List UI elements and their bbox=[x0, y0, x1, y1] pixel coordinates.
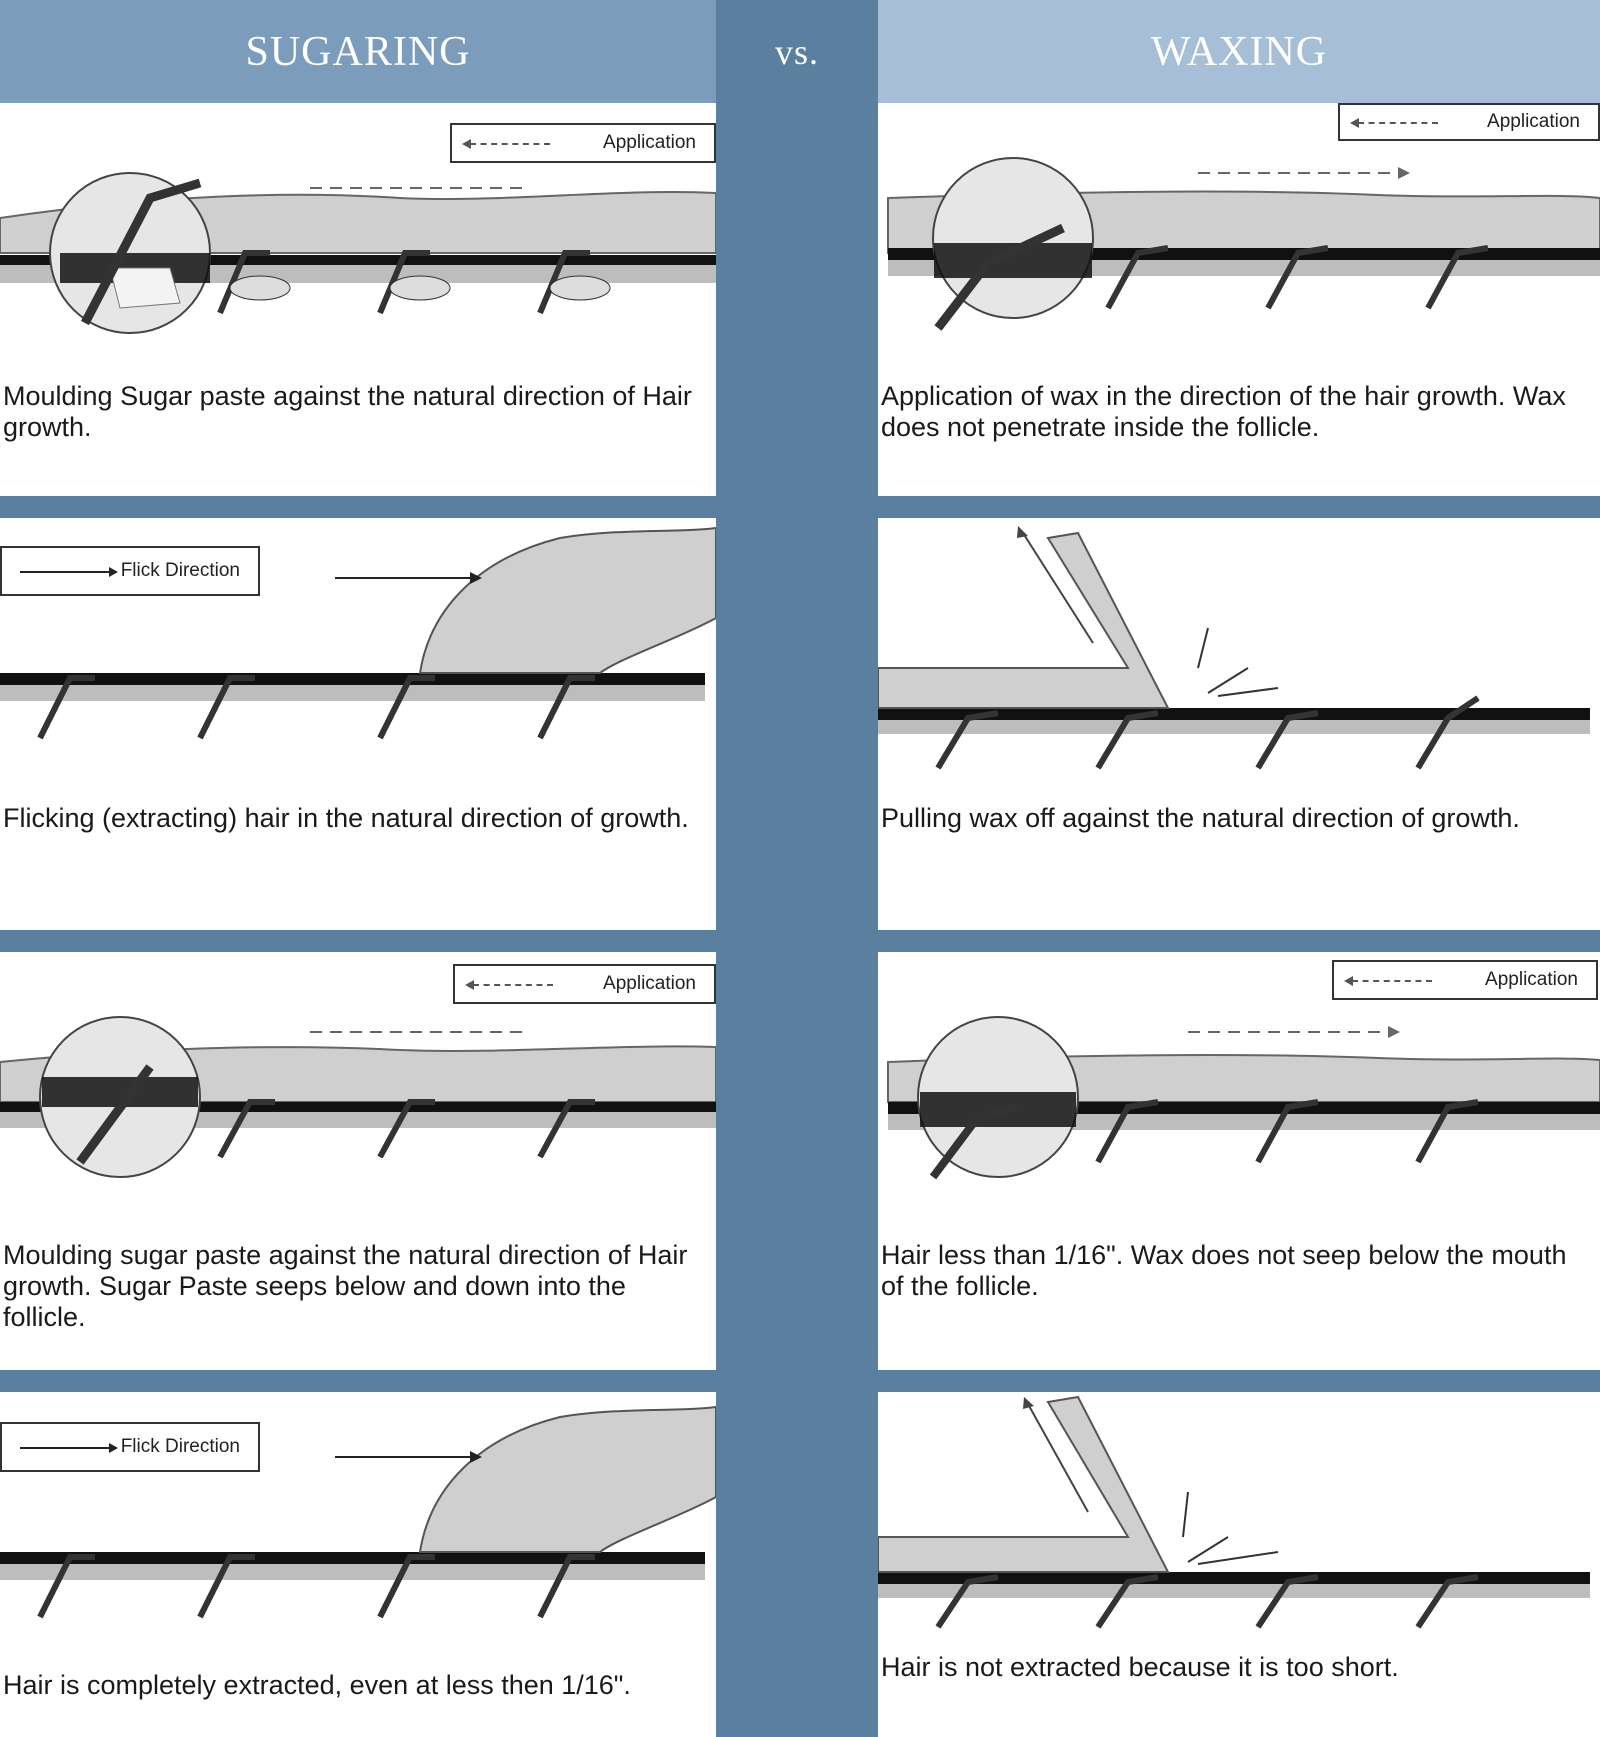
flick-direction-text: Flick Direction bbox=[120, 1436, 240, 1457]
sugaring-caption-2: Flicking (extracting) hair in the natural direction of growth. bbox=[3, 803, 689, 833]
versus-label: vs. bbox=[716, 0, 878, 103]
sugaring-panel-2 bbox=[0, 518, 716, 930]
application-label bbox=[1338, 103, 1600, 141]
waxing-panel-1 bbox=[878, 103, 1600, 496]
left-arrow-icon bbox=[1352, 980, 1432, 982]
waxing-caption-4: Hair is not extracted because it is too short. bbox=[881, 1652, 1399, 1682]
sugaring-caption-3: Moulding sugar paste against the natural direction of Hair growth. Sugar Paste seeps below and down into the follicle. bbox=[3, 1240, 688, 1332]
waxing-header: WAXING bbox=[878, 0, 1600, 103]
flick-direction-label bbox=[0, 1422, 260, 1472]
application-label-text: Application bbox=[1487, 111, 1580, 132]
application-label bbox=[453, 964, 716, 1004]
left-arrow-icon bbox=[473, 984, 553, 986]
application-label-text: Application bbox=[603, 973, 696, 994]
sugaring-panel-3 bbox=[0, 952, 716, 1370]
waxing-caption-3: Hair less than 1/16". Wax does not seep below the mouth of the follicle. bbox=[881, 1240, 1567, 1301]
sugaring-panel-1 bbox=[0, 103, 716, 496]
waxing-diagram-4 bbox=[878, 1392, 1600, 1737]
waxing-panel-2 bbox=[878, 518, 1600, 930]
waxing-caption-2: Pulling wax off against the natural direction of growth. bbox=[881, 803, 1520, 833]
waxing-panel-3 bbox=[878, 952, 1600, 1370]
application-label bbox=[1332, 960, 1598, 1000]
waxing-diagram-2 bbox=[878, 518, 1600, 930]
flick-direction-text: Flick Direction bbox=[120, 560, 240, 581]
application-label-text: Application bbox=[603, 132, 696, 153]
sugaring-caption-4: Hair is completely extracted, even at less then 1/16". bbox=[3, 1670, 631, 1700]
left-arrow-icon bbox=[1358, 122, 1438, 124]
flick-direction-label bbox=[0, 546, 260, 596]
left-arrow-icon bbox=[470, 143, 550, 145]
sugaring-panel-4 bbox=[0, 1392, 716, 1737]
application-label bbox=[450, 123, 716, 163]
right-arrow-icon bbox=[20, 571, 110, 573]
application-label-text: Application bbox=[1485, 969, 1578, 990]
sugaring-caption-1: Moulding Sugar paste against the natural direction of Hair growth. bbox=[3, 381, 692, 442]
right-arrow-icon bbox=[20, 1447, 110, 1449]
waxing-panel-4 bbox=[878, 1392, 1600, 1737]
waxing-diagram-3 bbox=[878, 952, 1600, 1370]
sugaring-header: SUGARING bbox=[0, 0, 716, 103]
waxing-caption-1: Application of wax in the direction of the hair growth. Wax does not penetrate inside the follicle. bbox=[881, 381, 1566, 442]
